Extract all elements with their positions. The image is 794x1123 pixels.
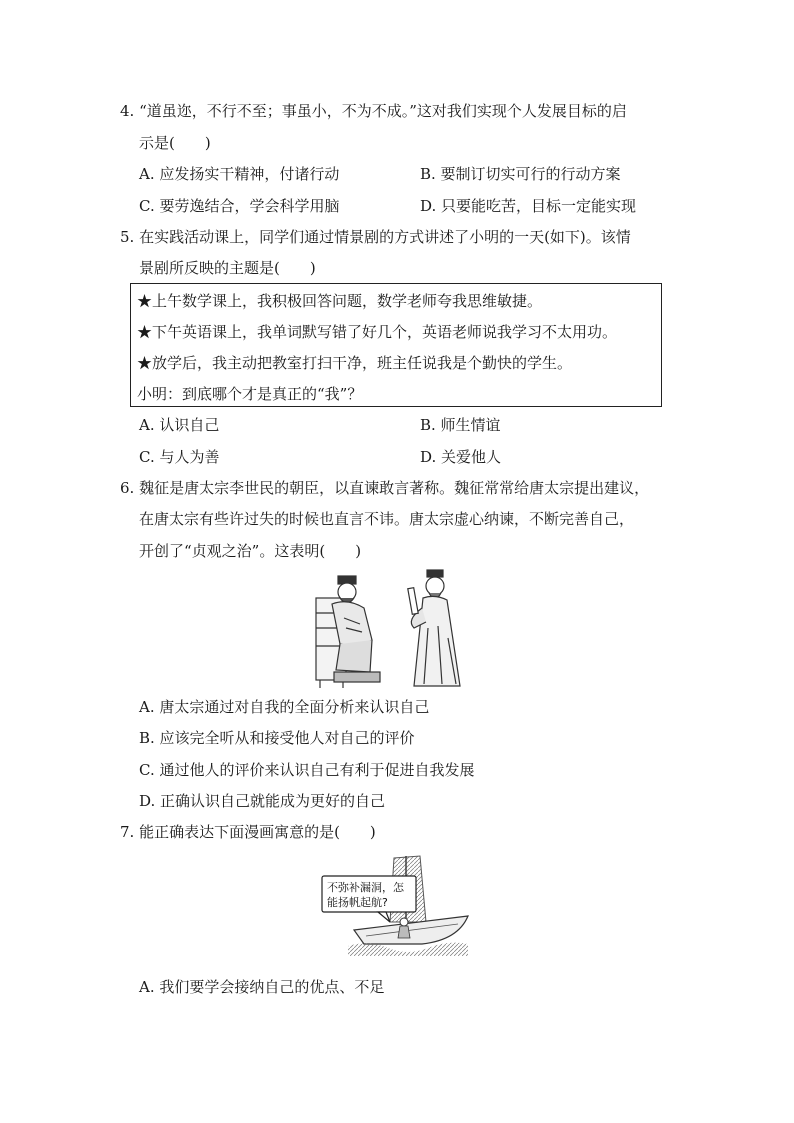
scenario-line-1: ★上午数学课上，我积极回答问题，数学老师夸我思维敏捷。 <box>137 292 543 310</box>
q5-stem-line-1: 5. 在实践活动课上，同学们通过情景剧的方式讲述了小明的一天(如下)。该情 <box>120 228 631 246</box>
q5-option-d: D. 关爱他人 <box>420 448 502 466</box>
q6-stem-line-1: 6. 魏征是唐太宗李世民的朝臣，以直谏敢言著称。魏征常常给唐太宗提出建议， <box>120 479 650 497</box>
scenario-box <box>130 283 662 407</box>
q6-option-a: A. 唐太宗通过对自我的全面分析来认识自己 <box>139 698 430 716</box>
cartoon-speech-line-1: 不弥补漏洞，怎 <box>327 881 404 894</box>
q6-option-d: D. 正确认识自己就能成为更好的自己 <box>139 792 386 810</box>
q4-option-c: C. 要劳逸结合，学会科学用脑 <box>139 197 340 215</box>
scenario-line-2: ★下午英语课上，我单词默写错了好几个，英语老师说我学习不太用功。 <box>137 323 618 341</box>
q6-stem-line-3: 开创了“贞观之治”。这表明( ) <box>139 542 362 560</box>
q5-option-b: B. 师生情谊 <box>420 416 501 434</box>
q5-option-c: C. 与人为善 <box>139 448 220 466</box>
q4-option-b: B. 要制订切实可行的行动方案 <box>420 165 621 183</box>
q5-stem-line-2: 景剧所反映的主题是( ) <box>139 259 316 277</box>
scenario-line-3: ★放学后，我主动把教室打扫干净，班主任说我是个勤快的学生。 <box>137 354 573 372</box>
q7-stem-line-1: 7. 能正确表达下面漫画寓意的是( ) <box>120 823 376 841</box>
q4-stem-line-2: 示是( ) <box>139 134 211 152</box>
q4-option-d: D. 只要能吃苦，目标一定能实现 <box>420 197 637 215</box>
boat-cartoon <box>318 852 476 960</box>
q7-option-a: A. 我们要学会接纳自己的优点、不足 <box>139 978 385 996</box>
q4-stem-line-1: 4. “道虽迩，不行不至；事虽小，不为不成。”这对我们实现个人发展目标的启 <box>120 102 627 120</box>
tang-taizong-illustration <box>310 568 476 690</box>
q6-option-b: B. 应该完全听从和接受他人对自己的评价 <box>139 729 415 747</box>
q4-option-a: A. 应发扬实干精神，付诸行动 <box>139 165 340 183</box>
q6-option-c: C. 通过他人的评价来认识自己有利于促进自我发展 <box>139 761 475 779</box>
q6-stem-line-2: 在唐太宗有些许过失的时候也直言不讳。唐太宗虚心纳谏，不断完善自己， <box>139 510 635 528</box>
q5-option-a: A. 认识自己 <box>139 416 220 434</box>
scenario-line-4: 小明：到底哪个才是真正的“我”？ <box>137 385 363 403</box>
cartoon-speech-line-2: 能扬帆起航? <box>327 896 388 909</box>
